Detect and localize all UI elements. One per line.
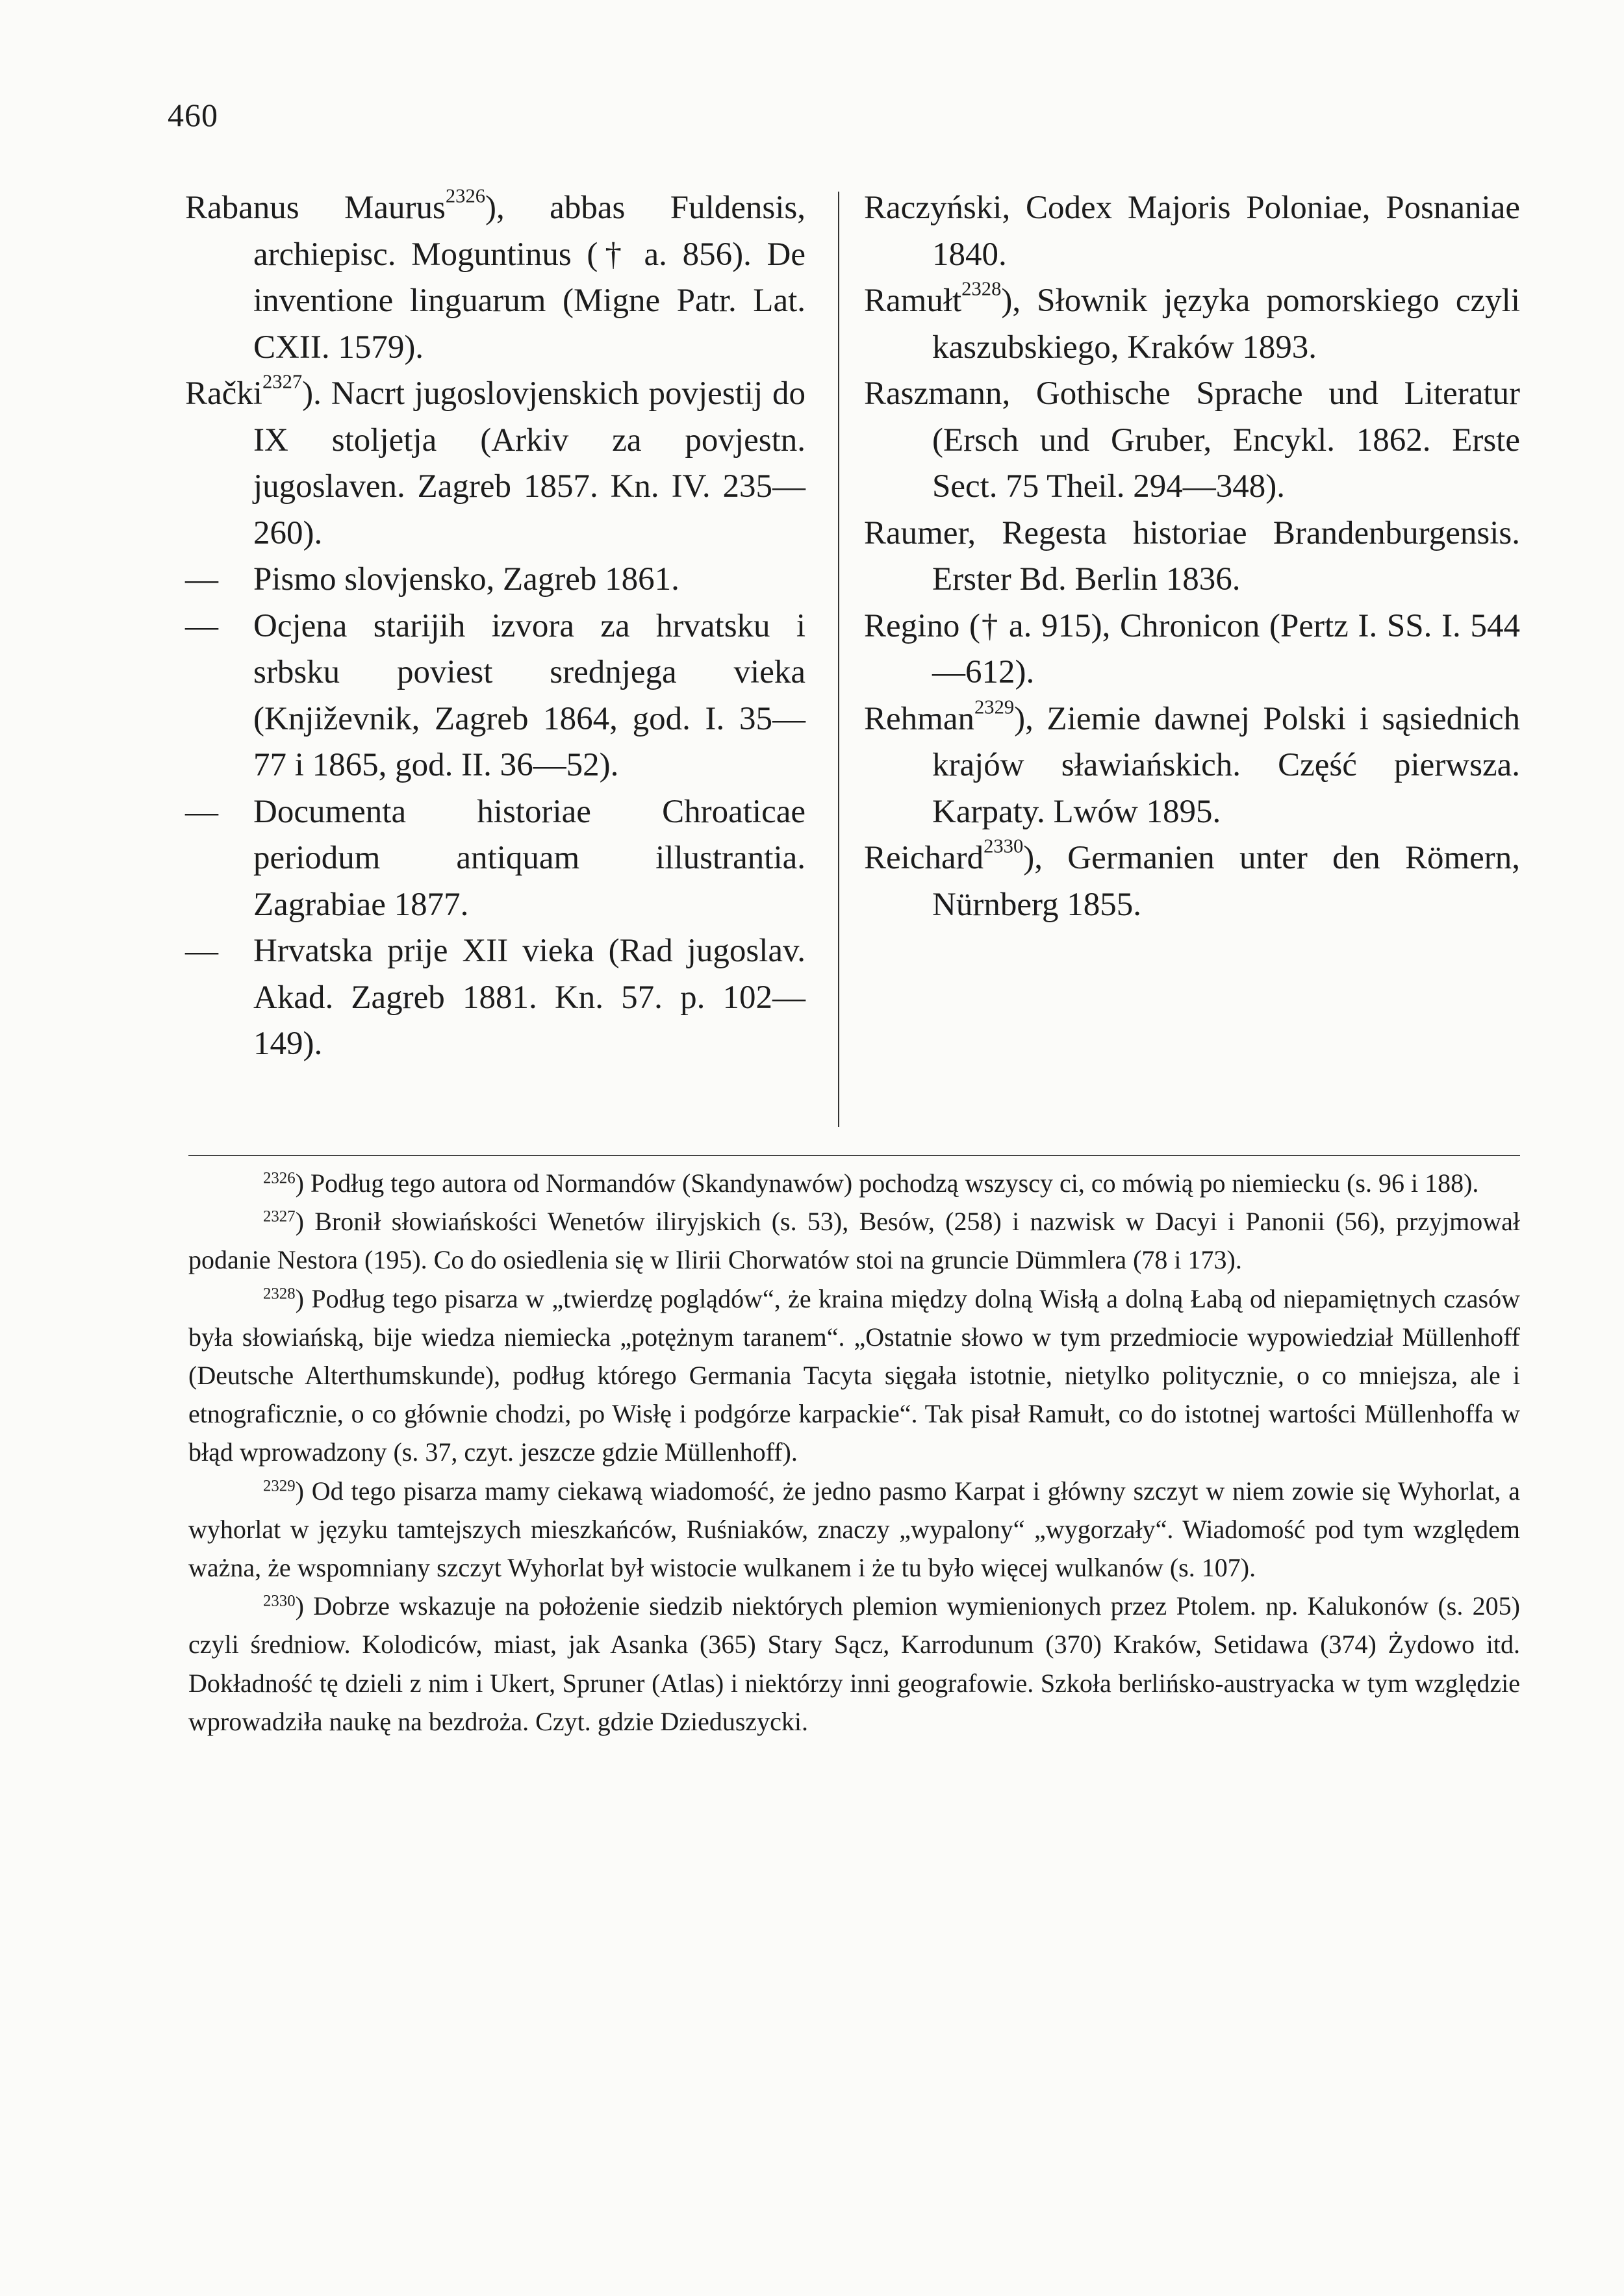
entry-dash: — bbox=[185, 561, 218, 598]
column-divider bbox=[838, 192, 839, 1127]
footnote bbox=[188, 1202, 1520, 1279]
entry-text: Rehman bbox=[864, 700, 974, 737]
footnote-text: ) Podług tego autora od Normandów (Skandynawów) pochodzą wszyscy ci, co mówią po niemiecku (s. 96 i 188). bbox=[295, 1168, 1479, 1198]
entry-text: ). Nacrt jugoslovjenskich povjestij do IX stoljetja (Arkiv za povjestn. jugoslaven. Zagreb 1857. Kn. IV. 235—260). bbox=[253, 375, 806, 551]
bibliography-entry bbox=[185, 371, 806, 557]
footnote-reference: 2330 bbox=[983, 835, 1024, 857]
footnote-text: ) Dobrze wskazuje na położenie siedzib niektórych plemion wymienionych przez Ptolem. np. Kalukonów (s. 205) czyli średniow. Kolodiców, miast, jak Asanka (365) Stary Sącz, Karrodunum (370) Kraków, Setidawa (374) Żydowo itd. Dokładność tę dzieli z nim i Ukert, Spruner (Atlas) i niektórzy inni geografowie. Szkoła berlińsko-austryacka w tym względzie wprowadziła naukę na bezdroża. Czyt. gdzie Dzieduszycki. bbox=[188, 1591, 1520, 1736]
footnote-number: 2326 bbox=[263, 1169, 296, 1187]
footnote-reference: 2327 bbox=[262, 370, 303, 393]
bibliography-entry bbox=[185, 185, 806, 371]
bibliography-entry bbox=[864, 511, 1520, 603]
right-column bbox=[864, 185, 1520, 928]
bibliography-entry bbox=[864, 603, 1520, 696]
entry-text: ), abbas Fuldensis, archiepisc. Moguntinus († a. 856). De inventione linguarum (Migne Patr. Lat. CXII. 1579). bbox=[253, 190, 806, 366]
entry-text: Raumer, Regesta historiae Brandenburgensis. Erster Bd. Berlin 1836. bbox=[864, 514, 1520, 598]
footnote-number: 2329 bbox=[263, 1477, 296, 1495]
entry-dash: — bbox=[185, 793, 218, 830]
entry-text: Rabanus Maurus bbox=[185, 190, 446, 226]
entry-text: Documenta historiae Chroaticae periodum antiquam illustrantia. Zagrabiae 1877. bbox=[253, 793, 806, 923]
footnote-reference: 2329 bbox=[974, 696, 1015, 718]
footnote bbox=[188, 1472, 1520, 1587]
footnote-rule bbox=[188, 1155, 1520, 1156]
entry-text: ), Słownik języka pomorskiego czyli kaszubskiego, Kraków 1893. bbox=[932, 283, 1520, 366]
footnotes bbox=[188, 1164, 1520, 1741]
bibliography-subentry bbox=[185, 603, 806, 789]
bibliography-entry bbox=[864, 185, 1520, 278]
bibliography-subentry bbox=[185, 928, 806, 1068]
bibliography-subentry bbox=[185, 789, 806, 929]
footnote-number: 2327 bbox=[263, 1207, 296, 1226]
entry-text: Raszmann, Gothische Sprache und Literatur (Ersch und Gruber, Encykl. 1862. Erste Sect. 75 Theil. 294—348). bbox=[864, 375, 1520, 505]
page-number: 460 bbox=[168, 97, 218, 133]
footnote-text: ) Od tego pisarza mamy ciekawą wiadomość, że jedno pasmo Karpat i główny szczyt w niem zowie się Wyhorlat, a wyhorlat w języku tamtejszych mieszkańców, Ruśniaków, znaczy „wypalony“ „wygorzały“. Wiadomość pod tym względem ważna, że wspomniany szczyt Wyhorlat był wistocie wulkanem i że tu było więcej wulkanów (s. 107). bbox=[188, 1476, 1520, 1583]
footnote-text: ) Podług tego pisarza w „twierdzę poglądów“, że kraina między dolną Wisłą a dolną Łabą od niepamiętnych czasów była słowiańską, bije wiedza niemiecka „potężnym taranem“. „Ostatnie słowo w tym przedmiocie wypowiedział Müllenhoff (Deutsche Alterthumskunde), podług którego Germania Tacyta sięgała istotnie, nietylko politycznie, o co mniejsza, ale i etnograficznie, o co głównie chodzi, po Wisłę i podgórze karpackie“. Tak pisał Ramułt, co do istotnej wartości Müllenhoffa w błąd wprowadzony (s. 37, czyt. jeszcze gdzie Müllenhoff). bbox=[188, 1283, 1520, 1467]
entry-text: Regino († a. 915), Chronicon (Pertz I. SS. I. 544—612). bbox=[864, 607, 1520, 690]
footnote bbox=[188, 1587, 1520, 1741]
footnote bbox=[188, 1164, 1520, 1202]
footnote-reference: 2328 bbox=[961, 277, 1002, 300]
entry-text: ), Germanien unter den Römern, Nürnberg 1855. bbox=[932, 840, 1520, 923]
entry-dash: — bbox=[185, 607, 218, 644]
entry-text: ), Ziemie dawnej Polski i sąsiednich krajów sławiańskich. Część pierwsza. Karpaty. Lwów 1895. bbox=[932, 700, 1520, 830]
entry-text: Reichard bbox=[864, 840, 984, 876]
left-column bbox=[185, 185, 806, 1068]
footnote-number: 2328 bbox=[263, 1284, 296, 1302]
bibliography-entry bbox=[864, 835, 1520, 928]
entry-text: Ramułt bbox=[864, 283, 962, 319]
bibliography-entry bbox=[864, 371, 1520, 511]
entry-text: Pismo slovjensko, Zagreb 1861. bbox=[253, 561, 679, 598]
entry-text: Raczyński, Codex Majoris Poloniae, Posnaniae 1840. bbox=[864, 190, 1520, 273]
footnote-number: 2330 bbox=[263, 1592, 296, 1610]
footnote-reference: 2326 bbox=[445, 184, 486, 207]
bibliography-entry bbox=[864, 278, 1520, 371]
entry-text: Hrvatska prije XII vieka (Rad jugoslav. Akad. Zagreb 1881. Kn. 57. p. 102—149). bbox=[253, 933, 806, 1062]
entry-text: Ocjena starijih izvora za hrvatsku i srbsku poviest srednjega vieka (Književnik, Zagreb 1864, god. I. 35—77 i 1865, god. II. 36—52). bbox=[253, 607, 806, 783]
bibliography-columns bbox=[185, 185, 1520, 1133]
bibliography-entry bbox=[864, 696, 1520, 836]
bibliography-subentry bbox=[185, 557, 806, 603]
entry-dash: — bbox=[185, 933, 218, 969]
footnote-text: ) Bronił słowiańskości Wenetów iliryjskich (s. 53), Besów, (258) i nazwisk w Dacyi i Panonii (56), przyjmował podanie Nestora (195). Co do osiedlenia się w Ilirii Chorwatów stoi na gruncie Dümmlera (78 i 173). bbox=[188, 1207, 1520, 1275]
entry-text: Rački bbox=[185, 375, 262, 412]
footnote bbox=[188, 1280, 1520, 1472]
